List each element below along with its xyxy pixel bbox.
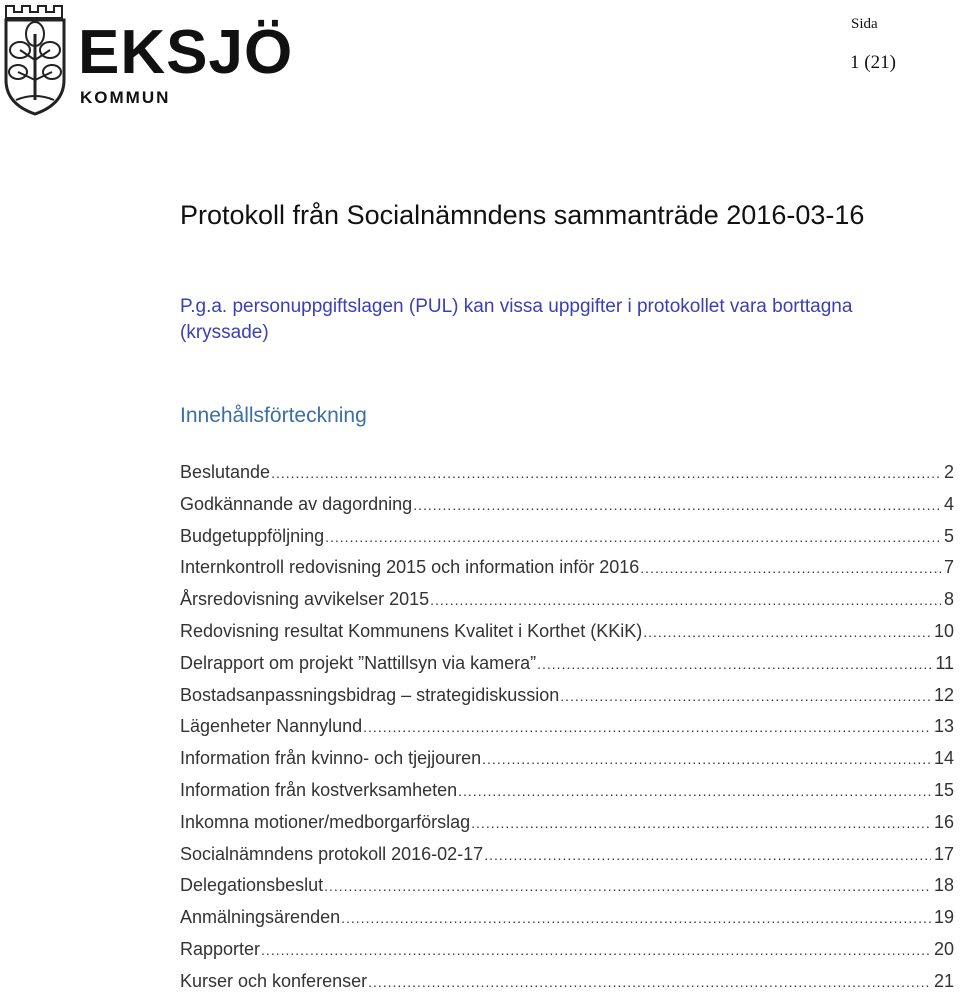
toc-entry-page: 16 <box>933 811 954 832</box>
toc-entry-page: 14 <box>933 748 954 769</box>
toc-entry[interactable] <box>180 685 954 717</box>
toc-entry-title: Delegationsbeslut <box>180 875 324 896</box>
toc-entry-title: Beslutande <box>180 462 271 482</box>
toc-entry[interactable] <box>180 653 954 685</box>
toc-entry-title: Budgetuppföljning <box>180 525 325 546</box>
toc-entry-title: Socialnämndens protokoll 2016-02-17 <box>180 843 484 864</box>
toc-entry-page: 18 <box>933 875 954 896</box>
municipality-logo <box>2 0 294 120</box>
toc-leader <box>560 688 931 704</box>
toc-entry[interactable] <box>180 907 954 939</box>
toc-entry-page: 7 <box>943 557 954 578</box>
toc-leader <box>363 719 931 735</box>
toc-entry[interactable] <box>180 780 954 812</box>
toc-leader <box>261 942 931 958</box>
toc-leader <box>482 751 931 767</box>
toc-entry[interactable] <box>180 526 954 558</box>
toc-entry[interactable] <box>180 812 954 844</box>
page-number: 1 (21) <box>850 52 896 73</box>
toc-leader <box>368 974 931 990</box>
toc-entry-title: Anmälningsärenden <box>180 907 341 928</box>
page-label: Sida <box>851 16 878 32</box>
toc-entry-title: Information från kvinno- och tjejjouren <box>180 748 482 769</box>
logo-wordmark: EKSJÖ <box>78 18 294 87</box>
toc-entry-title: Information från kostverksamheten <box>180 779 458 800</box>
toc-leader <box>413 497 941 513</box>
toc-entry-page: 21 <box>933 970 954 991</box>
toc-leader <box>430 592 941 608</box>
toc-entry[interactable] <box>180 875 954 907</box>
toc-entry-page: 20 <box>933 938 954 959</box>
toc-entry-page: 8 <box>943 589 954 610</box>
toc-entry[interactable] <box>180 494 954 526</box>
toc-entry-page: 17 <box>933 843 954 864</box>
toc-entry-title: Inkomna motioner/medborgarförslag <box>180 811 471 832</box>
toc-entry-title: Kurser och konferenser <box>180 970 368 991</box>
toc-entry-title: Godkännande av dagordning <box>180 493 413 514</box>
toc-leader <box>271 465 941 481</box>
toc-entry[interactable] <box>180 589 954 621</box>
privacy-notice: P.g.a. personuppgiftslagen (PUL) kan vissa uppgifter i protokollet vara borttagna (kryssade) <box>180 296 853 343</box>
toc-entry-page: 13 <box>933 716 954 737</box>
toc-entry[interactable] <box>180 716 954 748</box>
toc-leader <box>471 815 931 831</box>
toc-entry-page: 10 <box>933 620 954 641</box>
toc-leader <box>325 529 941 545</box>
toc-entry-title: Redovisning resultat Kommunens Kvalitet i Korthet (KKiK) <box>180 620 643 641</box>
toc-entry[interactable] <box>180 844 954 876</box>
toc-leader <box>458 783 931 799</box>
toc-leader <box>537 656 932 672</box>
toc-leader <box>324 878 931 894</box>
toc-entry-title: Bostadsanpassningsbidrag – strategidiskussion <box>180 684 560 705</box>
logo-subtitle: KOMMUN <box>80 88 171 107</box>
toc-leader <box>640 560 941 576</box>
page-title: Protokoll från Socialnämndens sammanträde 2016-03-16 <box>180 200 865 230</box>
toc-entry[interactable] <box>180 621 954 653</box>
toc-entry[interactable] <box>180 557 954 589</box>
toc-entry-page: 12 <box>933 684 954 705</box>
toc-entry-page: 2 <box>943 462 954 482</box>
toc-entry[interactable] <box>180 939 954 971</box>
toc-leader <box>484 847 931 863</box>
toc-entry-page: 15 <box>933 779 954 800</box>
table-of-contents <box>180 462 954 1003</box>
toc-entry-title: Rapporter <box>180 938 261 959</box>
toc-entry-title: Årsredovisning avvikelser 2015 <box>180 589 430 610</box>
toc-entry-page: 11 <box>935 652 954 673</box>
toc-leader <box>643 624 931 640</box>
toc-entry[interactable] <box>180 462 954 494</box>
coat-of-arms-icon <box>2 0 72 118</box>
toc-entry-page: 4 <box>943 493 954 514</box>
toc-entry-title: Delrapport om projekt ”Nattillsyn via kamera” <box>180 652 537 673</box>
toc-entry-page: 19 <box>933 907 954 928</box>
toc-entry-title: Lägenheter Nannylund <box>180 716 363 737</box>
toc-entry-page: 5 <box>943 525 954 546</box>
toc-entry[interactable] <box>180 748 954 780</box>
toc-heading: Innehållsförteckning <box>180 404 367 427</box>
toc-entry-title: Internkontroll redovisning 2015 och information inför 2016 <box>180 557 640 578</box>
toc-leader <box>341 910 931 926</box>
